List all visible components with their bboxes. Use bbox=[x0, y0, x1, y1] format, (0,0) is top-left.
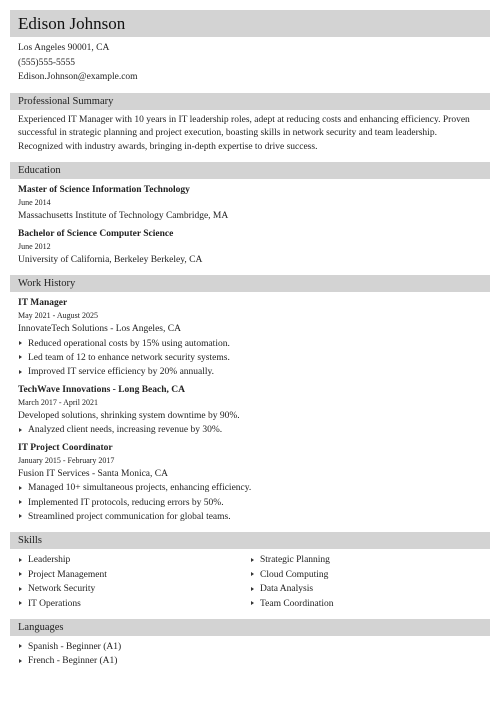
job-bullets bbox=[18, 481, 482, 524]
school-name: University of California, Berkeley Berkeley, CA bbox=[18, 254, 203, 265]
list-item: Led team of 12 to enhance network security systems. bbox=[18, 351, 482, 365]
work-section bbox=[10, 275, 490, 524]
bullet-icon bbox=[251, 572, 254, 576]
languages-list bbox=[18, 640, 482, 669]
skills-right-column bbox=[250, 553, 482, 611]
list-item: Improved IT service efficiency by 20% annually. bbox=[18, 365, 482, 379]
bullet-icon bbox=[19, 558, 22, 562]
contact-address: Los Angeles 90001, CA bbox=[18, 43, 110, 53]
bullet-icon bbox=[19, 514, 22, 518]
bullet-icon bbox=[19, 486, 22, 490]
section-heading: Skills bbox=[10, 532, 490, 549]
skill-item: Strategic Planning bbox=[250, 553, 482, 567]
job-title: TechWave Innovations - Long Beach, CA bbox=[18, 384, 185, 395]
job-dates: May 2021 - August 2025 bbox=[18, 311, 98, 320]
degree-title: Bachelor of Science Computer Science bbox=[18, 228, 174, 239]
language-item: Spanish - Beginner (A1) bbox=[18, 640, 482, 654]
bullet-icon bbox=[19, 659, 22, 663]
degree-title: Master of Science Information Technology bbox=[18, 185, 190, 195]
bullet-icon bbox=[19, 500, 22, 504]
summary-section bbox=[10, 93, 490, 155]
section-heading: Education bbox=[10, 162, 490, 179]
skills-section bbox=[10, 532, 490, 611]
contact-phone: (555)555-5555 bbox=[18, 57, 75, 68]
skill-item: Data Analysis bbox=[250, 582, 482, 596]
bullet-icon bbox=[19, 370, 22, 374]
degree-date: June 2014 bbox=[18, 198, 51, 207]
job-company: Developed solutions, shrinking system downtime by 90%. bbox=[18, 410, 240, 421]
list-item: Analyzed client needs, increasing revenue by 30%. bbox=[18, 423, 482, 437]
languages-section bbox=[10, 619, 490, 669]
language-item: French - Beginner (A1) bbox=[18, 654, 482, 668]
job-title: IT Project Coordinator bbox=[18, 442, 113, 453]
job-bullets bbox=[18, 423, 482, 437]
bullet-icon bbox=[19, 428, 22, 432]
candidate-name: Edison Johnson bbox=[18, 13, 126, 33]
section-heading: Professional Summary bbox=[10, 93, 490, 110]
summary-text: Experienced IT Manager with 10 years in IT leadership roles, adept at reducing costs and enhancing efficiency. Proven successful in strategic planning and project execution, boasting skills in network security and team leadership. Recognized with industry awards, bringing in-depth expertise to drive success. bbox=[18, 114, 470, 152]
name-header bbox=[10, 10, 490, 37]
skill-item: Network Security bbox=[18, 582, 250, 596]
job-bullets bbox=[18, 337, 482, 380]
bullet-icon bbox=[19, 644, 22, 648]
bullet-icon bbox=[19, 341, 22, 345]
school-name: Massachusetts Institute of Technology Cambridge, MA bbox=[18, 211, 229, 221]
contact-block bbox=[10, 37, 490, 85]
bullet-icon bbox=[251, 587, 254, 591]
skill-item: Cloud Computing bbox=[250, 568, 482, 582]
skill-item: Team Coordination bbox=[250, 597, 482, 611]
list-item: Streamlined project communication for global teams. bbox=[18, 510, 482, 524]
job-company: Fusion IT Services - Santa Monica, CA bbox=[18, 468, 168, 479]
skill-item: IT Operations bbox=[18, 597, 250, 611]
degree-date: June 2012 bbox=[18, 241, 51, 251]
skill-item: Project Management bbox=[18, 568, 250, 582]
section-heading: Work History bbox=[10, 275, 490, 292]
skill-item: Leadership bbox=[18, 553, 250, 567]
list-item: Reduced operational costs by 15% using automation. bbox=[18, 337, 482, 351]
bullet-icon bbox=[251, 558, 254, 562]
contact-email: Edison.Johnson@example.com bbox=[18, 72, 138, 82]
job-title: IT Manager bbox=[18, 298, 68, 308]
bullet-icon bbox=[19, 601, 22, 605]
list-item: Managed 10+ simultaneous projects, enhancing efficiency. bbox=[18, 481, 482, 495]
bullet-icon bbox=[19, 572, 22, 576]
job-company: InnovateTech Solutions - Los Angeles, CA bbox=[18, 324, 181, 334]
skills-left-column bbox=[18, 553, 250, 611]
bullet-icon bbox=[19, 587, 22, 591]
section-heading: Languages bbox=[10, 619, 490, 636]
bullet-icon bbox=[251, 601, 254, 605]
education-section bbox=[10, 162, 490, 267]
job-dates: January 2015 - February 2017 bbox=[18, 455, 115, 465]
list-item: Implemented IT protocols, reducing errors by 50%. bbox=[18, 496, 482, 510]
bullet-icon bbox=[19, 355, 22, 359]
job-dates: March 2017 - April 2021 bbox=[18, 397, 98, 407]
